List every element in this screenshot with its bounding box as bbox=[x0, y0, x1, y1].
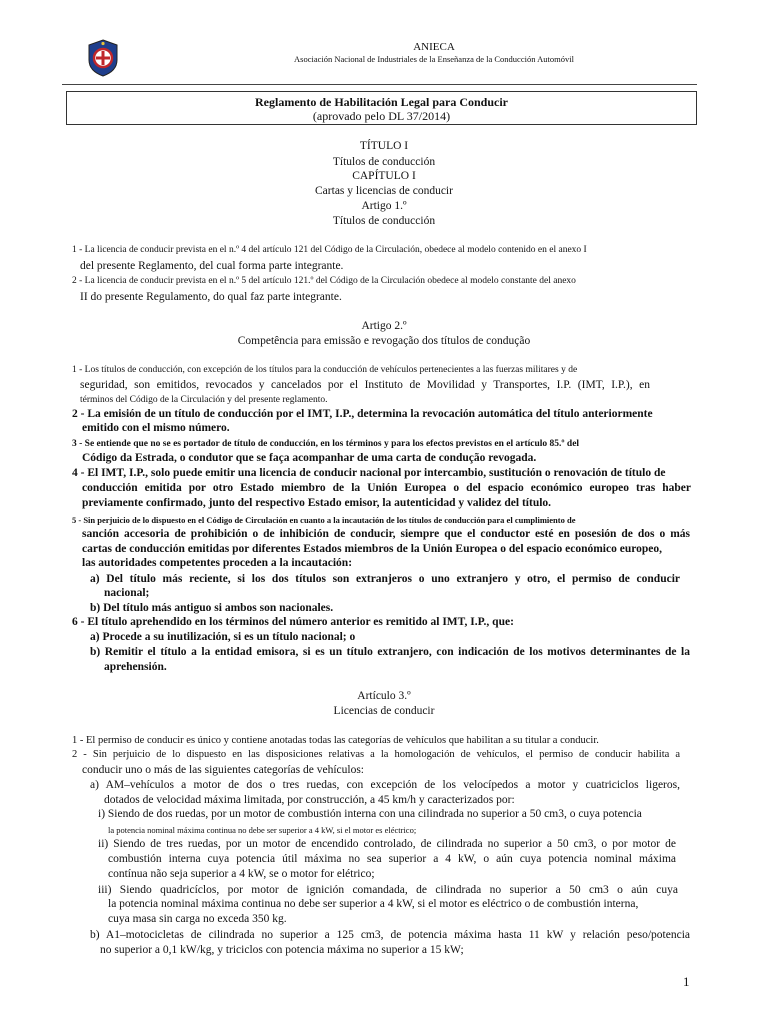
art3-line: b) A1–motocicletas de cilindrada no superior a 125 cm3, de potencia máxima hasta 11 kW y relación peso/potencia bbox=[90, 929, 690, 941]
art2-line: cartas de conducción emitidas por diferentes Estados miembros de la Unión Europea o del espacio económico europeo, bbox=[82, 543, 662, 555]
heading-art3-name: Licencias de conducir bbox=[333, 705, 435, 717]
art3-line: contínua não seja superior a 4 kW, se o motor for elétrico; bbox=[108, 868, 375, 880]
art2-line: b) Del título más antiguo si ambos son nacionales. bbox=[90, 602, 334, 614]
header-divider bbox=[62, 84, 697, 85]
heading-art1-name: Títulos de conducción bbox=[332, 215, 436, 227]
heading-art2-name: Competência para emissão e revogação dos títulos de condução bbox=[237, 335, 531, 347]
art2-line: aprehensión. bbox=[104, 661, 167, 673]
art3-line: no superior a 0,1 kW/kg, y triciclos con potencia máxima no superior a 15 kW; bbox=[100, 944, 464, 956]
org-short-name: ANIECA bbox=[413, 41, 455, 53]
art3-line: cuya masa sin carga no exceda 350 kg. bbox=[108, 913, 287, 925]
heading-capitulo: CAPÍTULO I bbox=[352, 170, 416, 182]
heading-art3: Artículo 3.º bbox=[357, 690, 411, 702]
heading-titulo: TÍTULO I bbox=[359, 140, 409, 152]
art2-line: Código da Estrada, o condutor que se faça acompanhar de uma carta de condução revogada. bbox=[82, 452, 537, 464]
art3-line: i) Siendo de dos ruedas, por un motor de combustión interna con una cilindrada no superior a 50 cm3, o cuya potencia bbox=[98, 808, 642, 820]
art2-line: nacional; bbox=[104, 587, 150, 599]
art3-line: ii) Siendo de tres ruedas, por un motor de encendido controlado, de cilindrada no superior a 50 cm3, o por motor de bbox=[98, 838, 676, 850]
art3-line: la potencia nominal máxima continua no debe ser superior a 4 kW, si el motor es eléctrico o de combustión interna, bbox=[108, 898, 639, 910]
org-full-name: Asociación Nacional de Industriales de la Enseñanza de la Conducción Automóvil bbox=[294, 54, 574, 64]
art3-line: conducir uno o más de las siguientes categorías de vehículos: bbox=[82, 764, 364, 776]
art3-line: 1 - El permiso de conducir es único y contiene anotadas todas las categorías de vehículos que habilitan a su titular a conducir. bbox=[72, 735, 599, 746]
art2-line: conducción emitida por otro Estado miembro de la Unión Europea o del espacio económico europeo tras haber bbox=[82, 482, 691, 494]
art2-line: sanción accesoria de prohibición o de inhibición de conducir, siempre que el conductor esté en posesión de dos o más bbox=[82, 528, 690, 540]
document-header bbox=[130, 41, 738, 65]
heading-art1: Artigo 1.º bbox=[361, 200, 407, 212]
art2-line: 2 - La emisión de un título de conducción por el IMT, I.P., determina la revocación automática del título anteriormente bbox=[72, 408, 653, 420]
art2-line: 5 - Sin perjuicio de lo dispuesto en el Código de Circulación en cuanto a la incautación de los títulos de conducción para el cumplimiento de bbox=[72, 515, 576, 525]
art2-line: b) Remitir el título a la entidad emisora, si es un título extranjero, con indicación de los motivos determinantes de la bbox=[90, 646, 690, 658]
anieca-crest-icon bbox=[86, 38, 120, 78]
document-subtitle: (aprovado pelo DL 37/2014) bbox=[312, 109, 451, 123]
art1-line: 2 - La licencia de conducir prevista en el n.º 5 del artículo 121.º del Código de la Circulación obedece al modelo constante del anexo bbox=[72, 276, 576, 286]
title-box bbox=[66, 91, 697, 125]
page-number: 1 bbox=[683, 974, 690, 989]
document-title: Reglamento de Habilitación Legal para Conducir bbox=[255, 95, 508, 109]
art3-line: iii) Siendo quadricíclos, por motor de ignición comandada, de cilindrada no superior a 50 cm3 o aún cuya bbox=[98, 884, 678, 896]
art2-line: 6 - El título aprehendido en los términos del número anterior es remitido al IMT, I.P., que: bbox=[72, 616, 514, 628]
art2-line: 1 - Los títulos de conducción, con excepción de los títulos para la conducción de vehículos pertenecientes a las fuerzas militares y de bbox=[72, 365, 578, 375]
art2-line: a) Procede a su inutilización, si es un título nacional; o bbox=[90, 631, 356, 643]
art2-line: seguridad, son emitidos, revocados y cancelados por el Instituto de Movilidad y Transportes, I.P. (IMT, I.P.), en bbox=[80, 379, 650, 391]
heading-capitulo-name: Cartas y licencias de conducir bbox=[315, 185, 453, 197]
art3-line: 2 - Sin perjuicio de lo dispuesto en las disposiciones relativas a la homologación de vehículos, el permiso de conducir habilita a bbox=[72, 749, 680, 760]
art3-line: combustión interna cuya potencia útil máxima no sea superior a 4 kW, o aún cuya potencia nominal máxima bbox=[108, 853, 676, 865]
art2-line: a) Del título más reciente, si los dos títulos son extranjeros o uno extranjero y otro, el permiso de conducir bbox=[90, 573, 680, 585]
art1-line: II do presente Regulamento, do qual faz parte integrante. bbox=[80, 291, 342, 303]
art2-line: 3 - Se entiende que no se es portador de título de conducción, en los términos y para los efectos previstos en el artículo 85.º del bbox=[72, 439, 580, 449]
art3-line: a) AM–vehículos a motor de dos o tres ruedas, con excepción de los velocípedos a motor y cuatriciclos ligeros, bbox=[90, 779, 680, 791]
art2-line: las autoridades competentes proceden a la incautación: bbox=[82, 557, 353, 569]
art3-line: dotados de velocidad máxima limitada, por construcción, a 45 km/h y caracterizados por: bbox=[104, 794, 515, 806]
art1-line: del presente Reglamento, del cual forma parte integrante. bbox=[80, 260, 344, 272]
heading-art2: Artigo 2.º bbox=[361, 320, 407, 332]
art3-line: la potencia nominal máxima continua no debe ser superior a 4 kW, si el motor es eléctrico; bbox=[108, 825, 417, 835]
art2-line: 4 - El IMT, I.P., solo puede emitir una licencia de conducir nacional por intercambio, sustitución o renovación de título de bbox=[72, 467, 666, 479]
art2-line: previamente confirmado, junto del respectivo Estado emisor, la autenticidad y validez del título. bbox=[82, 497, 552, 509]
art2-line: emitido con el mismo número. bbox=[82, 422, 230, 434]
heading-titulo-name: Títulos de conducción bbox=[332, 156, 436, 168]
art2-line: términos del Código de la Circulación y del presente reglamento. bbox=[80, 395, 328, 405]
art1-line: 1 - La licencia de conducir prevista en el n.º 4 del artículo 121 del Código de la Circulación, obedece al modelo contenido en el anexo I bbox=[72, 245, 587, 255]
